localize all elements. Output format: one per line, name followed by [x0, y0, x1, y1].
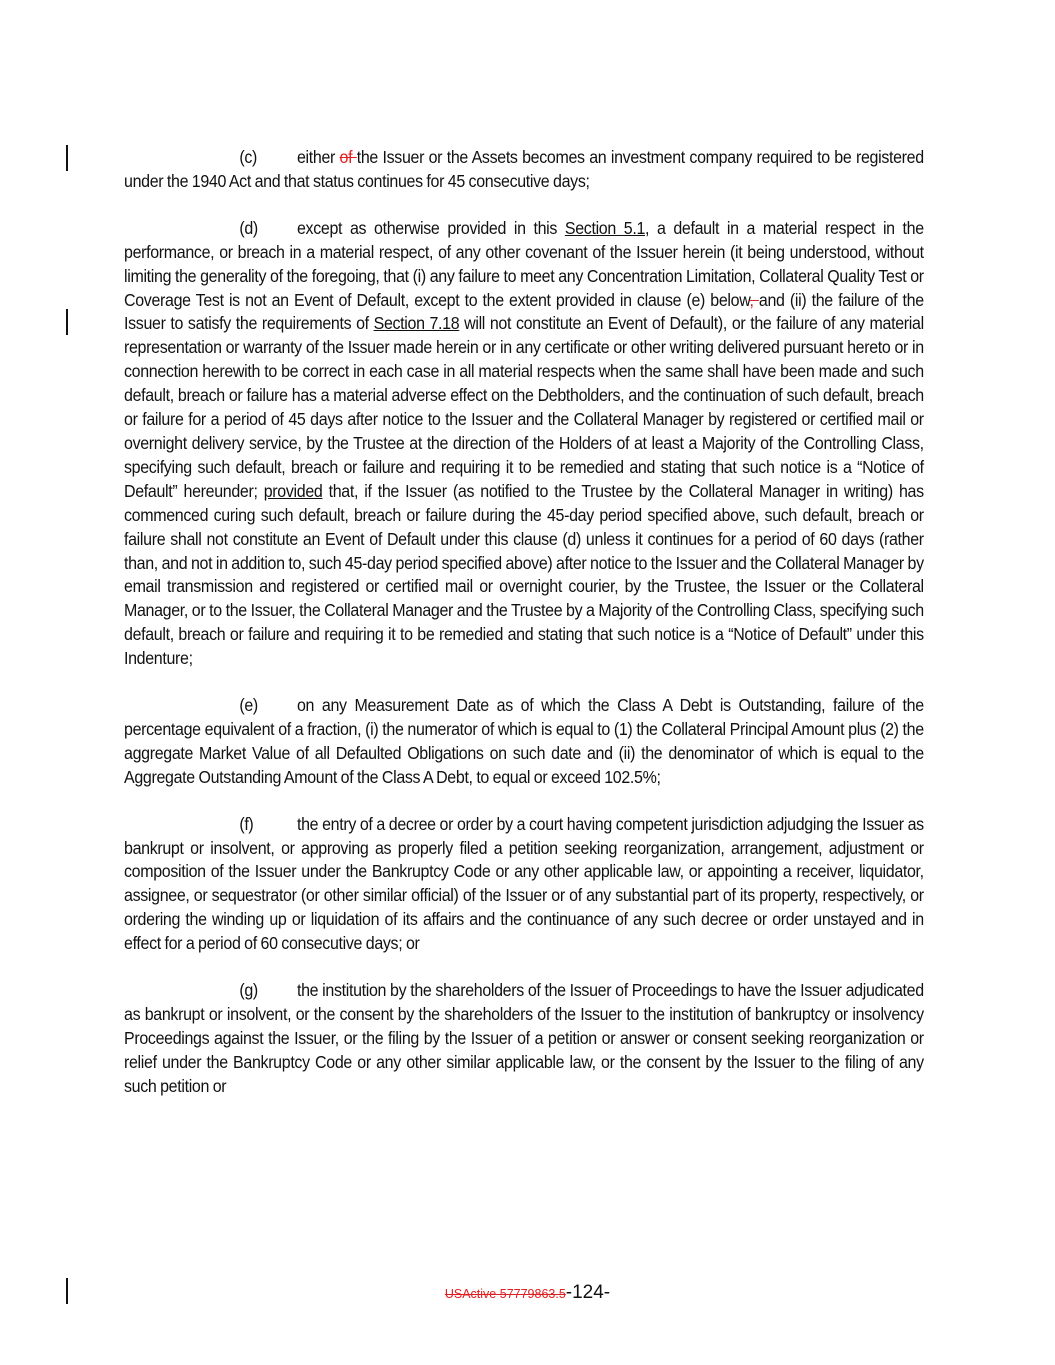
- clause-text: either: [296, 147, 340, 167]
- clause-paragraph: [124, 979, 924, 1099]
- section-reference: provided: [263, 480, 323, 501]
- clause-label: (g): [239, 980, 258, 1001]
- clause-label: (f): [239, 813, 254, 834]
- clause-text: and (ii) the failure of the Issuer to satisfy the requirements of: [124, 289, 924, 334]
- section-reference: Section 5.1: [564, 217, 646, 238]
- deleted-doc-id: USActive 57779863.5: [444, 1287, 566, 1301]
- clause-text: that, if the Issuer (as notified to the Trustee by the Collateral Manager in writing) has commenced curing such default, breach or failure during the 45-day period specified above, such default, breach or failure shall not constitute an Event of Default under this clause (d) unless it continues for a period of 60 days (rather than, and not in addition to, such 45-day period specified above) after notice to the Issuer and the Collateral Manager by email transmission and registered or certified mail or overnight courier, by the Trustee, the Issuer or the Collateral Manager, or to the Issuer, the Collateral Manager and the Trustee by a Majority of the Controlling Class, specifying such default, breach or failure and requiring it to be remedied and stating that such notice is a “Notice of Default” under this Indenture;: [124, 480, 924, 669]
- document-body: [124, 146, 924, 1122]
- clause-text: on any Measurement Date as of which the Class A Debt is Outstanding, failure of the percentage equivalent of a fraction, (i) the numerator of which is equal to (1) the Collateral Principal Amount plus (2) the aggregate Market Value of all Defaulted Obligations on such date and (ii) the denominator of which is equal to the Aggregate Outstanding Amount of the Class A Debt, to equal or exceed 102.5%;: [124, 695, 924, 787]
- clause-label: (c): [239, 147, 257, 167]
- clause-text: the institution by the shareholders of the Issuer of Proceedings to have the Issuer adjudicated as bankrupt or insolvent, or the consent by the shareholders of the Issuer to the institution of bankruptcy or insolvency Proceedings against the Issuer, or the filing by the Issuer of a petition or answer or consent seeking reorganization or relief under the Bankruptcy Code or any other similar applicable law, or the consent by the Issuer to the filing of any such petition or: [124, 980, 924, 1096]
- clause-text: the entry of a decree or order by a court having competent jurisdiction adjudging the Issuer as bankrupt or insolvent, or approving as properly filed a petition seeking reorganization, arrangement, adjustment or composition of the Issuer under the Bankruptcy Code or any other applicable law, or appointing a receiver, liquidator, assignee, or sequestrator (or other similar official) of the Issuer or of any substantial part of its property, respectively, or ordering the winding up or liquidation of its affairs and the continuance of any such decree or order unstayed and in effect for a period of 60 consecutive days; or: [124, 813, 924, 954]
- change-bar: [66, 145, 68, 171]
- clause-text: except as otherwise provided in this: [296, 217, 565, 238]
- clause-text: will not constitute an Event of Default), or the failure of any material representation or warranty of the Issuer made herein or in any certificate or other writing delivered pursuant hereto or in connection herewith to be correct in each case in all material respects when the same shall have been made and such default, breach or failure has a material adverse effect on the Debtholders, and the continuation of such default, breach or failure for a period of 45 days after notice to the Issuer and the Collateral Manager by registered or certified mail or overnight delivery service, by the Trustee at the direction of the Holders of at least a Majority of the Controlling Class, specifying such default, breach or failure and requiring it to be remedied and stating that such notice is a “Notice of Default” hereunder;: [124, 313, 924, 501]
- clause-paragraph: [124, 146, 924, 194]
- page-number: -124-: [565, 1282, 611, 1303]
- deleted-text: ,: [749, 289, 759, 310]
- clause-paragraph: [124, 813, 924, 956]
- clause-label: (d): [239, 217, 258, 238]
- change-bar: [66, 309, 68, 335]
- section-reference: Section 7.18: [373, 313, 460, 334]
- clause-paragraph: [124, 694, 924, 790]
- clause-label: (e): [239, 695, 258, 716]
- deleted-text: of: [339, 147, 357, 167]
- clause-paragraph: [124, 217, 924, 671]
- clause-text: , a default in a material respect in the performance, or breach in a material respect, of any other covenant of the Issuer herein (it being understood, without limiting the generality of the foregoing, that (i) any failure to meet any Concentration Limitation, Collateral Quality Test or Coverage Test is not an Event of Default, except to the extent provided in clause (e) below: [124, 217, 924, 310]
- page-footer: [0, 1282, 1055, 1304]
- clause-text: the Issuer or the Assets becomes an investment company required to be registered under the 1940 Act and that status continues for 45 consecutive days;: [124, 147, 924, 191]
